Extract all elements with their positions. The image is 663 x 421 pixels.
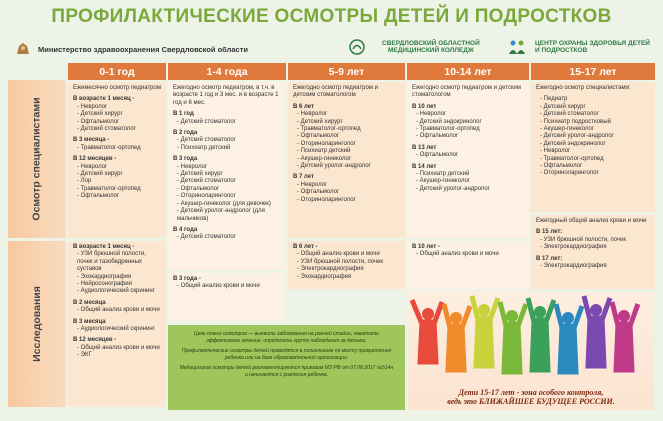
list-item-text: Невролог [543,148,571,155]
list-item [412,178,524,185]
list-item [173,193,281,200]
bullet-icon: - [177,178,181,185]
bullet-icon: - [177,171,181,178]
age-block [73,137,161,152]
college-logo [348,38,480,56]
bullet-icon: - [77,178,81,185]
age-block [412,145,524,160]
age-block [173,130,281,152]
bullet-icon: - [540,155,544,162]
list-item-text: Акушер-гинеколог [300,155,352,162]
bullet-icon: - [77,344,81,351]
age-heading: В 6 лет [293,103,314,110]
age-heading: В 13 лет [412,144,437,151]
list-item-text: Детский уролог-андролог [419,185,490,192]
bullet-icon: - [177,200,181,207]
list-item-text: Детский стоматолог [180,118,236,125]
list-item-text: Оториноларинголог [300,140,356,147]
list-item [412,171,524,178]
list-item-text: Детский хирург [543,103,586,110]
bullet-icon: - [297,196,301,203]
age-heading: В 3 месяца - [73,137,110,144]
specialists-cell-10-14 [407,82,529,238]
center-logo [507,38,650,56]
list-item [173,234,281,241]
bullet-icon: - [177,193,181,200]
info-paragraph: Профилактические осмотры детей проводятся в поликлинике по месту прикрепления ребенка или на базе образовательной организации. [181,348,392,361]
list-item-text: Педиатр [543,96,568,103]
list-item [412,126,524,133]
list-item-text: Детский стоматолог [180,234,236,241]
list-item-text: Акушер-гинеколог (для девочек) [180,200,271,207]
list-item-text: Оториноларинголог [180,193,236,200]
list-item-text: Невролог [300,111,328,118]
ministry-logo [14,40,248,58]
list-item-text: Детский эндокринолог [543,140,606,147]
list-item-text: Общий анализ крови и мочи [419,251,499,258]
list-item [73,186,161,193]
list-item-text: Электрокардиография [543,263,607,270]
bullet-icon: - [416,178,420,185]
list-item [293,251,400,258]
list-item-text: Лор [80,178,92,185]
bullet-icon: - [540,133,544,140]
age-heading: В 17 лет: [536,255,563,262]
age-heading: В 7 лет [293,174,314,181]
ministry-name: Министерство здравоохранения Свердловской области [38,44,249,54]
bullet-icon: - [540,263,544,270]
column-header-0-1: 0-1 год [68,63,166,80]
bullet-icon: - [540,103,544,110]
list-item-text: Аудиологический скрининг [80,326,155,333]
side-label-research: Исследования [8,241,66,407]
bullet-icon: - [77,171,81,178]
list-item-text: Оториноларинголог [300,196,356,203]
list-item [536,237,650,244]
list-item [412,186,524,193]
bullet-icon: - [77,281,81,288]
list-item-text: УЗИ брюшной полости, почек [543,236,627,243]
ministry-emblem-icon [14,40,32,58]
age-block [412,104,524,141]
list-item-text: Невролог [419,111,447,118]
bullet-icon: - [77,118,81,125]
side-label-specialists: Осмотр специалистами [8,80,66,238]
list-item [293,266,400,273]
list-item-text: Невролог [80,163,108,170]
age-heading: В 10 лет - [412,244,440,250]
list-item [536,141,650,148]
bullet-icon: - [416,133,420,140]
list-item-text: Офтальмолог [419,133,459,140]
list-item-text: Общий анализ крови и мочи [180,283,260,290]
age-heading: В 1 год [173,111,194,118]
list-item [536,96,650,103]
bullet-icon: - [77,307,81,314]
caption-line: ведь это БЛИЖАЙШЕЕ БУДУЩЕЕ РОССИИ. [447,397,615,406]
age-heading: В возрасте 1 месяц - [73,96,135,103]
bullet-icon: - [416,126,420,133]
age-heading: В 15 лет: [536,229,563,236]
bullet-icon: - [297,118,301,125]
specialists-cell-15-17 [531,82,655,212]
list-item [73,251,161,273]
list-item [173,208,281,223]
list-item [173,178,281,185]
bullet-icon: - [540,96,544,103]
list-item-text: Офтальмолог [180,185,220,192]
list-item-text: Эхокардиография [300,273,352,280]
list-item-text: Аудиологический скрининг [80,288,155,295]
list-item-text: Травматолог-ортопед [543,155,604,162]
list-item [173,186,281,193]
list-item-text: Травматолог-ортопед [80,144,141,151]
age-heading: В возрасте 1 месяц - [73,244,135,250]
list-item-text: Офтальмолог [300,133,340,140]
age-block [73,96,161,133]
age-block [173,227,281,242]
list-item [73,288,161,295]
list-item [536,244,650,251]
list-item-text: Невролог [180,163,208,170]
college-emblem-icon [348,38,366,56]
bullet-icon: - [297,126,301,133]
list-item-text: Травматолог-ортопед [80,185,141,192]
list-item-text: Детский стоматолог [180,178,236,185]
list-item-text: Невролог [300,181,328,188]
list-item [293,259,400,266]
bullet-icon: - [416,111,420,118]
list-item [173,137,281,144]
list-item-text: Детский эндокринолог [419,118,482,125]
bullet-icon: - [77,193,81,200]
list-item-text: Офтальмолог [419,152,459,159]
list-item [293,274,400,281]
list-item-text: УЗИ брюшной полости, почек [300,258,384,265]
age-block [536,256,650,271]
bullet-icon: - [297,133,301,140]
list-item [73,145,161,152]
bullet-icon: - [540,244,544,251]
info-paragraph: Цель таких осмотров — выявить заболевания на ранней стадии, наметить эффективное лечение, определить группу наблюдения за детьми. [193,331,380,344]
bullet-icon: - [77,273,81,280]
list-item [73,352,161,359]
bullet-icon: - [77,163,81,170]
list-item [73,164,161,171]
list-item-text: Детский хирург [80,171,123,178]
bullet-icon: - [416,171,420,178]
list-item [293,148,400,155]
list-item [412,251,524,258]
cell-intro: Ежегодный общий анализ крови и мочи [536,218,647,224]
bullet-icon: - [297,155,301,162]
list-item [173,283,281,290]
bullet-icon: - [177,137,181,144]
age-heading: В 12 месяцев - [73,156,117,163]
list-item-text: УЗИ брюшной полости, почек и тазобедренных суставов [77,251,146,273]
research-cell-5-9 [288,241,405,289]
bullet-icon: - [416,118,420,125]
cell-intro: Ежегодно осмотр педиатром и детским стоматологом [293,85,378,99]
cell-intro: Ежегодно осмотр педиатром и детским стоматологом [412,85,522,99]
list-item-text: Офтальмолог [543,163,583,170]
bullet-icon: - [77,288,81,295]
bullet-icon: - [77,126,81,133]
bullet-icon: - [77,352,81,359]
age-block [73,300,161,315]
list-item-text: Общий анализ крови и мочи [80,307,160,314]
bullet-icon: - [177,118,181,125]
list-item-text: Детский стоматолог [80,126,136,133]
list-item-text: Травматолог-ортопед [300,126,361,133]
list-item [73,178,161,185]
age-heading: В 10 лет [412,103,437,110]
list-item-text: Детский хирург [300,118,343,125]
list-item-text: Психиатр детский [180,144,231,151]
list-item [73,119,161,126]
page-title: ПРОФИЛАКТИЧЕСКИЕ ОСМОТРЫ ДЕТЕЙ И ПОДРОСТКОВ [51,6,612,27]
specialists-cell-0-1 [68,82,166,238]
info-box [168,325,405,410]
age-block [412,164,524,194]
bullet-icon: - [77,326,81,333]
center-emblem-icon [507,38,527,56]
bullet-icon: - [177,234,181,241]
bullet-icon: - [297,181,301,188]
bullet-icon: - [177,185,181,192]
age-block [173,156,281,223]
list-item [73,193,161,200]
list-item-text: Акушер-гинеколог [419,178,471,185]
list-item-text: Электрокардиография [300,266,364,273]
age-block [536,96,650,177]
bullet-icon: - [297,251,301,258]
column-header-15-17: 15-17 лет [531,63,655,80]
list-item-text: Невролог [80,103,108,110]
center-name-line2: И ПОДРОСТКОВ [535,47,588,54]
age-block [73,244,161,296]
list-item-text: Нейросонография [80,281,132,288]
bullet-icon: - [297,189,301,196]
age-heading: В 14 лет [412,163,437,170]
bullet-icon: - [177,208,181,215]
list-item [293,189,400,196]
bullet-icon: - [77,144,81,151]
cell-intro: Ежегодно осмотр специалистами: [536,85,631,91]
list-item [536,163,650,170]
age-heading: В 3 года [173,156,198,163]
bullet-icon: - [540,140,544,147]
column-header-1-4: 1-4 года [168,63,286,80]
bullet-icon: - [177,144,181,151]
age-block [73,319,161,334]
list-item [536,148,650,155]
list-item [536,133,650,140]
list-item-text: Детский уролог-андролог (для мальчиков) [177,208,265,222]
list-item-text: Офтальмолог [80,118,120,125]
list-item [536,156,650,163]
age-block [173,276,281,291]
list-item [536,263,650,270]
bullet-icon: - [416,251,420,258]
list-item-text: Детский хирург [180,171,223,178]
bullet-icon: - [297,266,301,273]
research-cell-1-4 [168,273,286,321]
age-block [73,337,161,359]
age-heading: В 2 года [173,130,198,137]
list-item [73,274,161,281]
list-item [293,111,400,118]
list-item [293,133,400,140]
list-item-text: Детский стоматолог [180,137,236,144]
list-item-text: Психиатр детский [300,148,351,155]
teens-caption [408,388,654,406]
bullet-icon: - [540,148,544,155]
age-block [412,244,524,259]
list-item [173,119,281,126]
list-item [293,182,400,189]
list-item [173,164,281,171]
bullet-icon: - [540,118,544,125]
bullet-icon: - [77,185,81,192]
bullet-icon: - [297,258,301,265]
list-item [536,111,650,118]
teens-silhouettes-icon [408,292,654,382]
list-item-text: Оториноларинголог [543,170,599,177]
bullet-icon: - [540,170,544,177]
list-item-text: Детский хирург [80,111,123,118]
age-block [293,244,400,281]
list-item [293,119,400,126]
list-item [293,197,400,204]
list-item [412,111,524,118]
list-item [412,119,524,126]
bullet-icon: - [177,283,181,290]
list-item [412,152,524,159]
teens-illustration [408,292,654,410]
college-name-line2: МЕДИЦИНСКИЙ КОЛЛЕДЖ [387,47,474,54]
age-heading: В 2 месяца [73,299,106,306]
list-item-text: ЭКГ [80,352,92,359]
column-header-10-14: 10-14 лет [407,63,529,80]
caption-line: Дети 15-17 лет - зона особого контроля, [458,388,604,397]
bullet-icon: - [540,163,544,170]
bullet-icon: - [297,111,301,118]
bullet-icon: - [297,163,301,170]
cell-intro: Ежемесячно осмотр педиатром [73,85,161,91]
age-block [536,229,650,251]
age-heading: В 3 месяца [73,318,106,325]
research-cell-10-14 [407,241,529,289]
age-block [293,174,400,204]
list-item [173,201,281,208]
research-cell-15-17 [531,215,655,289]
list-item [73,326,161,333]
list-item-text: Психиатр детский [419,171,470,178]
info-paragraph: Медицинские осмотры детей регламентируются приказом МЗ РФ от 07.08.2017 №514н и начинаются с рождения ребенка. [179,365,394,378]
list-item-text: Психиатр подростковый [543,118,611,125]
age-heading: В 12 месяцев - [73,337,117,344]
bullet-icon: - [297,140,301,147]
bullet-icon: - [77,251,81,258]
list-item [73,111,161,118]
logo-bar [0,34,663,62]
list-item-text: Электрокардиография [543,244,607,251]
column-header-5-9: 5-9 лет [288,63,405,80]
bullet-icon: - [77,103,81,110]
list-item [536,170,650,177]
list-item-text: Травматолог-ортопед [419,126,480,133]
list-item [412,133,524,140]
specialists-cell-1-4 [168,82,286,270]
list-item [73,171,161,178]
bullet-icon: - [297,148,301,155]
bullet-icon: - [416,185,420,192]
list-item-text: Офтальмолог [300,189,340,196]
bullet-icon: - [297,273,301,280]
list-item [293,163,400,170]
bullet-icon: - [177,163,181,170]
list-item-text: Общий анализ крови и мочи [80,344,160,351]
list-item-text: Офтальмолог [80,193,120,200]
center-name-line1: ЦЕНТР ОХРАНЫ ЗДОРОВЬЯ ДЕТЕЙ [535,39,650,47]
college-name-line1: СВЕРДЛОВСКИЙ ОБЛАСТНОЙ [382,39,480,47]
bullet-icon: - [540,111,544,118]
list-item [293,126,400,133]
bullet-icon: - [540,126,544,133]
list-item [536,119,650,126]
specialists-cell-5-9 [288,82,405,238]
list-item [173,145,281,152]
list-item-text: Детский уролог-андролог [543,133,614,140]
bullet-icon: - [416,152,420,159]
list-item [73,345,161,352]
age-heading: В 6 лет - [293,244,318,250]
list-item [73,307,161,314]
list-item-text: Акушер-гинеколог [543,126,595,133]
list-item-text: Общий анализ крови и мочи [300,251,380,258]
list-item-text: Детский стоматолог [543,111,599,118]
research-cell-0-1 [68,241,166,407]
age-block [293,104,400,171]
age-heading: В 3 года - [173,276,201,282]
list-item-text: Детский уролог-андролог [300,163,371,170]
age-block [73,156,161,200]
age-heading: В 4 года [173,226,198,233]
age-block [173,111,281,126]
bullet-icon: - [540,236,544,243]
bullet-icon: - [77,111,81,118]
list-item-text: Эхокардиография [80,273,132,280]
list-item [73,126,161,133]
cell-intro: Ежегодно осмотр педиатром, в т.ч. в возрасте 1 год и 3 мес. и в возрасте 1 год и 6 мес. [173,85,279,106]
list-item [293,156,400,163]
